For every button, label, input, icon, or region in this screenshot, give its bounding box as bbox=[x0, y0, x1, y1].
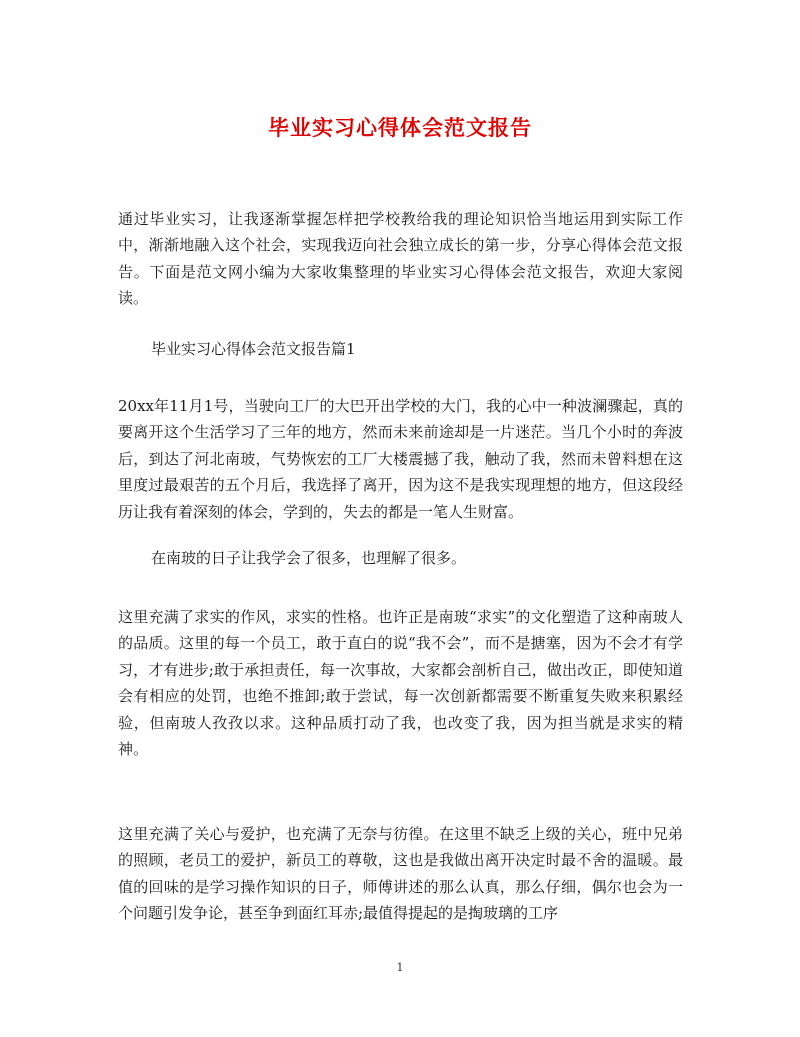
document-title: 毕业实习心得体会范文报告 bbox=[268, 115, 532, 140]
body-paragraph: 这里充满了关心与爱护，也充满了无奈与彷徨。在这里不缺乏上级的关心，班中兄弟的照顾，老员工的爱护，新员工的尊敬，这也是我做出离开决定时最不舍的温暖。最值的回味的是学习操作知识的日子，师傅讲述的那么认真，那么仔细，偶尔也会为一个问题引发争论，甚至争到面红耳赤;最值得提起的是掏玻璃的工序 bbox=[118, 825, 683, 923]
intro-paragraph: 通过毕业实习，让我逐渐掌握怎样把学校教给我的理论知识恰当地运用到实际工作中，渐渐地融入这个社会，实现我迈向社会独立成长的第一步，分享心得体会范文报告。下面是范文网小编为大家收集整理的毕业实习心得体会范文报告，欢迎大家阅读。 bbox=[118, 210, 683, 308]
page-number: 1 bbox=[396, 961, 404, 974]
section-heading: 毕业实习心得体会范文报告篇1 bbox=[151, 340, 356, 358]
body-paragraph: 这里充满了求实的作风，求实的性格。也许正是南玻“求实”的文化塑造了这种南玻人的品质。这里的每一个员工，敢于直白的说“我不会”，而不是搪塞，因为不会才有学习，才有进步;敢于承担责任，每一次事故，大家都会剖析自己，做出改正，即使知道会有相应的处罚，也绝不推卸;敢于尝试，每一次创新都需要不断重复失败来积累经验，但南玻人孜孜以求。这种品质打动了我，也改变了我，因为担当就是求实的精神。 bbox=[118, 608, 683, 759]
body-paragraph: 在南玻的日子让我学会了很多，也理解了很多。 bbox=[151, 549, 467, 567]
body-paragraph: 20xx年11月1号，当驶向工厂的大巴开出学校的大门，我的心中一种波澜骤起，真的要离开这个生活学习了三年的地方，然而未来前途却是一片迷茫。当几个小时的奔波后，到达了河北南玻，气势恢宏的工厂大楼震撼了我，触动了我，然而未曾料想在这里度过最艰苦的五个月后，我选择了离开，因为这不是我实现理想的地方，但这段经历让我有着深刻的体会，学到的，失去的都是一笔人生财富。 bbox=[118, 397, 683, 521]
